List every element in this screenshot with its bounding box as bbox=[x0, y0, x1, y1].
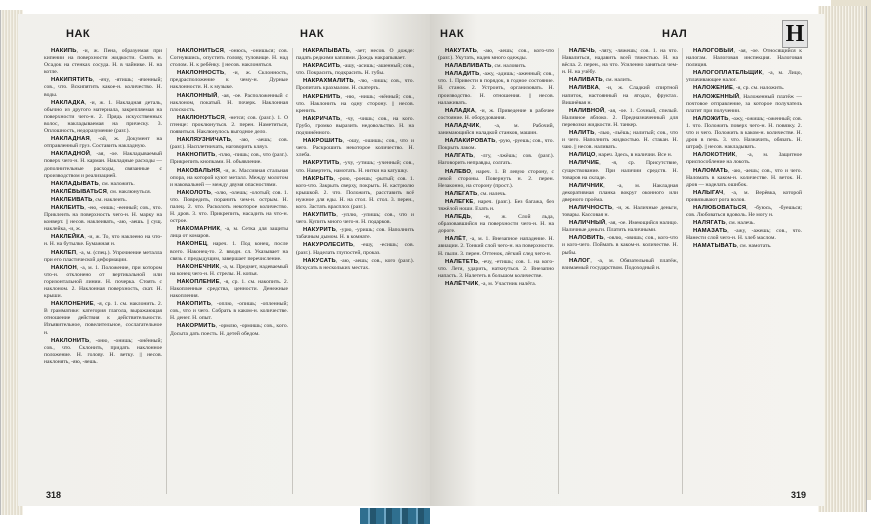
dictionary-column bbox=[562, 48, 678, 496]
dictionary-column bbox=[170, 48, 288, 496]
entry-definition: нареч. 1. Под конец, после всего. Наконец-то. 2. вводн. сл. Указывает на связь с предыдущим, завершает перечисление. bbox=[170, 241, 288, 262]
entry-headword: НАКОПИТЬ bbox=[177, 301, 212, 308]
entry-headword: НАЛАВЛИВАТЬ bbox=[445, 63, 492, 70]
entry-headword: НАЛИВАТЬ bbox=[569, 77, 603, 84]
dictionary-entry: НАКРАСИТЬ, -ашу, -асишь; -ашенный; сов., что. Покрасить, подкрасить. Н. губы. bbox=[296, 63, 414, 77]
dictionary-entry: НАКРИЧАТЬ, -чу, -чишь; сов., на кого. Грубо, громко выразить недовольство. Н. на подчинённого. bbox=[296, 115, 414, 137]
entry-definition: -лгу, -лжёшь; сов. (разг.). Наговорить неправды, солгать. bbox=[438, 153, 554, 167]
dictionary-entry: НАКЛЯУЗНИЧАТЬ, -аю, -аешь; сов. (разг.). Насплетничать, наговорить кляуз. bbox=[170, 137, 288, 151]
entry-headword: НАКЛОН bbox=[51, 264, 77, 271]
dictionary-column bbox=[438, 48, 554, 496]
entry-headword: НАЛЫГАЧ bbox=[693, 189, 724, 196]
dictionary-entry: НАЛОВИТЬ, -овлю, -овишь; сов., кого-что и кого-чего. Поймать в каком-н. количестве. Н. рыбы. bbox=[562, 235, 678, 256]
dictionary-entry: НАКЛОННЫЙ, -ая, -ое. Расположенный с наклоном, покатый. Н. почерк. Наклонная плоскость. bbox=[170, 92, 288, 113]
entry-definition: -и, ж. Сладкий спиртной напиток, настоянный на ягодах, фруктах. Вишнёвая н. bbox=[562, 85, 678, 106]
entry-headword: НАЛОГОПЛАТЕЛЬЩИК bbox=[693, 70, 763, 77]
running-head-left: НАК bbox=[440, 28, 465, 40]
entry-definition: -уплю, -упишь; сов., что и чего. Купить много чего-н. Н. подарков. bbox=[296, 212, 414, 226]
dictionary-entry: НАЛОЖЕННЫЙ, Наложенный платёж — почтовое отправление, за которое получатель платит при получении. bbox=[686, 93, 802, 114]
dictionary-entry: НАКЛАДНОЙ, -ая, -ое. Накладываемый поверх чего-н. Н. карман. Накладные расходы — дополнительные расходы, связанные с производством и реализацией. bbox=[44, 151, 162, 179]
entry-definition: -ая, -ое. Расположенный с наклоном, покатый. Н. почерк. Наклонная плоскость. bbox=[170, 92, 288, 113]
entry-definition: -ормлю, -ормишь; сов., кого. Досыта дать поесть. Н. детей обедом. bbox=[170, 323, 288, 337]
entry-definition: см. наклеить. bbox=[95, 196, 127, 203]
entry-headword: НАЛИЧНОСТЬ bbox=[569, 204, 613, 211]
dictionary-entry: НАЛАКИРОВАТЬ, -рую, -руешь; сов., что. Покрыть лаком. bbox=[438, 138, 554, 152]
entry-headword: НАКУПИТЬ bbox=[303, 212, 337, 219]
dictionary-entry: НАКЛОННОСТЬ, -и, ж. Склонность, предрасположение к чему-н. Дурные наклонности. Н. к музыке. bbox=[170, 70, 288, 91]
entry-definition: -аю, -аешь; сов. (разг.). Насплетничать, наговорить кляуз. bbox=[170, 137, 288, 151]
entry-headword: НАЛИЧНЫЙ bbox=[569, 220, 606, 227]
entry-headword: НАЛГАТЬ bbox=[445, 153, 474, 160]
entry-definition: -а, м. Участник налёта. bbox=[481, 280, 537, 287]
entry-headword: НАЛОЖИТЬ bbox=[693, 115, 729, 122]
entry-definition: -я, ср. 1. см. наклонить. 2. В грамматике: категория глагола, выражающая отношение действия к действительности. Изъявительное, повелительное, сослагательное н. bbox=[44, 301, 162, 336]
dictionary-entry: НАЛЁТ, -а, м. 1. Внезапное нападение. Н. авиации. 2. Тонкий слой чего-н. на поверхности. Н. пыли. 3. перен. Оттенок, лёгкий след чего-н. bbox=[438, 236, 554, 257]
dictionary-entry: НАЛИВАТЬ, см. налить. bbox=[569, 77, 633, 84]
entry-headword: НАЛЕДЬ bbox=[445, 214, 471, 221]
entry-headword: НАКУРИТЬ bbox=[303, 227, 337, 234]
entry-definition: -и, ж. Приведение в рабочее состояние. Н. оборудования. bbox=[438, 107, 554, 121]
entry-headword: НАКРАХМАЛИТЬ bbox=[303, 78, 354, 85]
dictionary-entry: НАКИПЬ, -и, ж. Пена, образуемая при кипении на поверхности жидкости. Снять н. Осадок на стенках сосуда. Н. в чайнике. Н. на котле. bbox=[44, 48, 162, 76]
entry-headword: НАКЛЮНУТЬСЯ bbox=[177, 114, 225, 121]
entry-headword: НАЛОГ bbox=[569, 257, 591, 264]
dictionary-entry: НАКЛАДКА, -и, ж. 1. Накладная деталь, обычно из другого материала, закрепляемая на поверхности чего-н. 2. Прядь искусственных волос, накладываемая на прическу. 3. Оплошность, недоразумение (разг.). bbox=[44, 99, 162, 135]
entry-headword: НАКРИЧАТЬ bbox=[303, 115, 341, 122]
entry-definition: -ая, -ое. 1. Сочный, спелый. Наливное яблоко. 2. Предназначенный для перевозки жидкости. Н. танкер. bbox=[562, 107, 678, 128]
entry-definition: -ая, -ое. Имеющийся налицо. Наличные деньги. Платить наличными. bbox=[562, 220, 678, 234]
dictionary-entry: НАЛЕВО, нареч. 1. В левую сторону, с левой стороны. Повернуть н. 2. перен. Незаконно, на сторону (прост.). bbox=[438, 168, 554, 189]
page-number: 319 bbox=[790, 490, 806, 500]
entry-definition: -лью, -льёшь; налитый; сов., что и чего. Наполнить жидкостью. Н. стакан. Н. чаю. || несов. наливать. bbox=[562, 130, 678, 151]
entry-definition: -а, м. 1. Внезапное нападение. Н. авиации. 2. Тонкий слой чего-н. на поверхности. Н. пыли. 3. перен. Оттенок, лёгкий след чего-н. bbox=[438, 236, 554, 257]
dictionary-entry: НАЛИВКА, -и, ж. Сладкий спиртной напиток, настоянный на ягодах, фруктах. Вишнёвая н. bbox=[562, 85, 678, 106]
dictionary-entry: НАКРАПЫВАТЬ, -ает; несов. О дожде: падать редкими каплями. Дождь накрапывает. bbox=[296, 48, 414, 62]
entry-definition: -нется; сов. (разг.). 1. О птенце: проклюнуться. 2. перен. Наметиться, появиться. Наклюнулось выгодное дело. bbox=[170, 114, 288, 136]
entry-headword: НАЛОВИТЬ bbox=[569, 235, 604, 242]
entry-headword: НАКНОПИТЬ bbox=[177, 152, 216, 159]
entry-definition: -ошу, -ошишь; сов., что и чего. Раскрошить некоторое количество. Н. хлеба. bbox=[296, 138, 414, 159]
entry-headword: НАКРУТИТЬ bbox=[303, 160, 340, 167]
dictionary-entry: НАЛОКОТНИК, -а, м. Защитное приспособление на локоть. bbox=[686, 152, 802, 166]
entry-headword: НАКУРОЛЕСИТЬ bbox=[303, 242, 354, 249]
entry-definition: -урю, -уришь; сов. Наполнить табачным дымом. Н. в комнате. bbox=[296, 227, 414, 241]
dictionary-entry: НАЛИЦО, нареч. Здесь, в наличии. Все н. bbox=[569, 152, 673, 159]
entry-headword: НАЛЕГАТЬ bbox=[445, 190, 478, 197]
dictionary-column bbox=[296, 48, 414, 496]
dictionary-entry: НАЛАДЧИК, -а, м. Рабочий, занимающийся наладкой станков, машин. bbox=[438, 122, 554, 137]
left-page bbox=[18, 14, 430, 506]
entry-definition: см. наложить. bbox=[101, 180, 135, 187]
entry-headword: НАЛОМАТЬ bbox=[693, 167, 729, 174]
dictionary-entry: НАЛОЖИТЬ, -ожу, -ожишь; -оженный; сов. 1. что. Положить поверх чего-н. Н. повязку. 2. что и чего. Положить в каком-н. количестве. Н. дров в печь. 3. что. Назначить, обязать. Н. штраф. || несов. накладывать. bbox=[686, 115, 802, 151]
entry-headword: НАЛОЖЕНИЕ bbox=[693, 85, 734, 92]
entry-definition: -я, ср. Присутствие, существование. При наличии средств. Н. товаров на складе. bbox=[562, 160, 678, 181]
dictionary-entry: НАЛЕДЬ, -и, ж. Слой льда, образовавшийся на поверхности чего-н. Н. на дороге. bbox=[438, 214, 554, 235]
entry-definition: -ая, -ое. Накладываемый поверх чего-н. Н. карман. Накладные расходы — дополнительные расходы, связанные с производством и реализацией. bbox=[44, 151, 162, 179]
entry-headword: НАКЛЕП bbox=[51, 249, 77, 256]
entry-definition: -и, ж. Массивная стальная опора, на которой куют металл. Между молотом и наковальней — между двумя опасностями. bbox=[170, 167, 288, 188]
entry-headword: НАЛЁТЧИК bbox=[445, 280, 479, 287]
dictionary-entry: НАКРАХМАЛИТЬ, -лю, -лишь; сов., что. Пропитать крахмалом. Н. скатерть. bbox=[296, 78, 414, 92]
entry-headword: НАЛИЧНИК bbox=[569, 182, 604, 189]
running-head-right: НАЛ bbox=[662, 28, 688, 40]
entry-headword: НАКРЫТЬ bbox=[303, 175, 334, 182]
dictionary-entry: НАЛОГОПЛАТЕЛЬЩИК, -а, м. Лицо, уплачивающее налог. bbox=[686, 70, 802, 84]
dictionary-entry: НАЛЕТЕТЬ, -ечу, -етишь; сов. 1. на кого-что. Летя, ударить, наткнуться. 2. Внезапно напасть. 3. Налететь в большом количестве. bbox=[438, 258, 554, 279]
entry-headword: НАКЛОНЕНИЕ bbox=[51, 301, 94, 308]
entry-headword: НАЛИЧИЕ bbox=[569, 160, 600, 167]
entry-definition: -плю, -пишь; сов., что (разг.). Прикрепить кнопками. Н. объявление. bbox=[170, 152, 288, 166]
dictionary-entry: НАКЛЮНУТЬСЯ, -нется; сов. (разг.). 1. О птенце: проклюнуться. 2. перен. Наметиться, появиться. Наклюнулось выгодное дело. bbox=[170, 114, 288, 136]
dictionary-entry: НАЛЕГКЕ, нареч. (разг.). Без багажа, без тяжёлой ноши. Ехать н. bbox=[438, 198, 554, 212]
entry-definition: -лю, -лишь; сов., что. Пропитать крахмалом. Н. скатерть. bbox=[296, 78, 414, 92]
dictionary-entry: НАКРЫТЬ, -рою, -роешь; -рытый; сов. 1. кого-что. Закрыть сверху, покрыть. Н. кастрюлю крышкой. 2. что. Положить, расставить всё нужное для еды. Н. на стол. Н. стол. 3. перен., кого. Застать врасплох (разг.). bbox=[296, 175, 414, 210]
dictionary-entry: НАКРУТИТЬ, -учу, -утишь; -ученный; сов., что. Навертеть, намотать. Н. нитки на катушку. bbox=[296, 160, 414, 174]
dictionary-entry: НАЛИТЬ, -лью, -льёшь; налитый; сов., что и чего. Наполнить жидкостью. Н. стакан. Н. чаю. || несов. наливать. bbox=[562, 130, 678, 151]
dictionary-entry: НАКОРМИТЬ, -ормлю, -ормишь; сов., кого. Досыта дать поесть. Н. детей обедом. bbox=[170, 323, 288, 337]
entry-headword: НАЛИВНОЙ bbox=[569, 107, 605, 114]
entry-definition: см. намотать. bbox=[739, 243, 772, 250]
dictionary-entry: НАКЛАДНАЯ, -ой, ж. Документ на отправленный груз. Составить накладную. bbox=[44, 136, 162, 150]
dictionary-entry: НАЛЯГАТЬ, см. налечь. bbox=[693, 220, 755, 227]
entry-headword: НАКЛЕИВАТЬ bbox=[51, 196, 93, 203]
entry-headword: НАЛЕГКЕ bbox=[445, 198, 474, 205]
entry-headword: НАКЛОНИТЬСЯ bbox=[177, 48, 224, 54]
dictionary-entry: НАКЛОНИТЬ, -оню, -онишь; -онённый; сов., что. Склонить, придать наклонное положение. Н. голову. Н. ветку. || несов. наклонять, -яю, -яешь. bbox=[44, 337, 162, 365]
entry-headword: НАКЛОННОСТЬ bbox=[177, 70, 225, 77]
dictionary-entry: НАКЛОН, -а, м. 1. Положение, при котором что-н. отклонено от вертикальной или горизонтальной линии. Н. почерка. Стоять с наклоном. 2. Наклонная поверхность, скат. Н. крыши. bbox=[44, 264, 162, 300]
entry-headword: НАКИПЯТИТЬ bbox=[51, 77, 93, 84]
entry-definition: см. налечь. bbox=[480, 190, 507, 197]
dictionary-entry: НАКУТАТЬ, -аю, -аешь; сов., кого-что (разг.). Укутать, надев много одежды. bbox=[438, 48, 554, 62]
entry-definition: -аю, -аешь; сов., кого-что (разг.). Укутать, надев много одежды. bbox=[438, 48, 554, 62]
entry-definition: -а, м. 1. Положение, при котором что-н. отклонено от вертикальной или горизонтальной линии. Н. почерка. Стоять с наклоном. 2. Наклонная поверхность, скат. Н. крыши. bbox=[44, 264, 162, 300]
right-page-edges bbox=[818, 6, 867, 512]
entry-definition: нареч. (разг.). Без багажа, без тяжёлой ноши. Ехать н. bbox=[438, 198, 554, 212]
dictionary-entry: НАЛИЧИЕ, -я, ср. Присутствие, существование. При наличии средств. Н. товаров на складе. bbox=[562, 160, 678, 181]
dictionary-entry: НАКЛЕИТЬ, -ею, -еишь; -еенный; сов., что. Приклеить на поверхность чего-н. Н. марку на конверт. || несов. наклеивать, -аю, -аешь. || сущ. наклейка, -и, ж. bbox=[44, 204, 162, 233]
entry-definition: -ает; несов. О дожде: падать редкими каплями. Дождь накрапывает. bbox=[296, 48, 414, 62]
entry-definition: -аю, -аешь; сов., кого (разг.). Искусать в нескольких местах. bbox=[296, 257, 414, 271]
dictionary-entry: НАЛЕГАТЬ, см. налечь. bbox=[445, 190, 507, 197]
entry-headword: НАЛИВКА bbox=[569, 85, 599, 92]
entry-definition: -рою, -роешь; -рытый; сов. 1. кого-что. Закрыть сверху, покрыть. Н. кастрюлю крышкой. 2. что. Положить, расставить всё нужное для еды. Н. на стол. Н. стол. 3. перен., кого. Застать врасплох (разг.). bbox=[296, 175, 414, 210]
column-divider bbox=[682, 48, 683, 494]
entry-definition: -аю, -аешь; сов., что и чего. Наломать в каком-н. количестве. Н. веток. Н. дров — наделать ошибок. bbox=[686, 167, 802, 188]
dictionary-entry: НАКИПЯТИТЬ, -ячу, -ятишь; -яченный; сов., что. Вскипятить какое-н. количество. Н. воды. bbox=[44, 77, 162, 98]
entry-definition: -а, м. (спец.). Упрочнение металла при его пластической деформации. bbox=[44, 249, 162, 263]
entry-definition: -ой, ж. Документ на отправленный груз. Составить накладную. bbox=[44, 136, 162, 150]
dictionary-entry: НАЛОЖЕНИЕ, -я, ср. см. наложить. bbox=[693, 85, 785, 92]
dictionary-entry: НАКРОШИТЬ, -ошу, -ошишь; сов., что и чего. Раскрошить некоторое количество. Н. хлеба. bbox=[296, 138, 414, 159]
entry-definition: -рую, -руешь; сов., что. Покрыть лаком. bbox=[438, 138, 554, 152]
spine-headband bbox=[360, 508, 430, 524]
entry-headword: НАЛАДИТЬ bbox=[445, 71, 480, 78]
dictionary-entry: НАМАТЫВАТЬ, см. намотать. bbox=[693, 243, 772, 250]
dictionary-entry: НАКОЛОТЬ, -олю, -олешь; -олотый; сов. 1. что. Повредить, поранить чем-н. острым. Н. палец. 2. что. Расколоть некоторое количество. Н. дров. 3. что. Прикрепить, насадить на что-н. острое. bbox=[170, 189, 288, 225]
dictionary-entry: НАЛОГОВЫЙ, -ая, -ое. Относящийся к налогам. Налоговая инспекция. Налоговая полиция. bbox=[686, 48, 802, 69]
entry-definition: -а, м. Верёвка, которой привязывают рога волов. bbox=[686, 189, 802, 203]
entry-headword: НАКЛАДНАЯ bbox=[51, 136, 90, 143]
dictionary-entry: НАЛАДИТЬ, -ажу, -адишь; -аженный; сов., что. 1. Привести в порядок, в годное состояние. Н. станок. 2. Устроить, организовать. Н. производство. Н. отношения. || несов. налаживать. bbox=[438, 71, 554, 106]
entry-definition: -ячу, -ятишь; -яченный; сов., что. Вскипятить какое-н. количество. Н. воды. bbox=[44, 77, 162, 98]
entry-headword: НАКРАПЫВАТЬ bbox=[303, 48, 350, 54]
entry-definition: -а, м. Обязательный платёж, взимаемый государством. Подоходный н. bbox=[562, 257, 678, 271]
entry-definition: нареч. 1. В левую сторону, с левой стороны. Повернуть н. 2. перен. Незаконно, на сторону (прост.). bbox=[438, 168, 554, 189]
dictionary-entry: НАКЛЕП, -а, м. (спец.). Упрочнение металла при его пластической деформации. bbox=[44, 249, 162, 263]
entry-definition: -оплю, -опишь; -опленный; сов., что и чего. Собрать в каком-н. количестве. Н. денег. Н. опыт. bbox=[170, 301, 288, 322]
entry-definition: -учу, -утишь; -ученный; сов., что. Навертеть, намотать. Н. нитки на катушку. bbox=[296, 160, 414, 174]
section-letter-tab: Н bbox=[782, 20, 808, 48]
dictionary-entry: НАМАЗАТЬ, -ажу, -ажешь; сов., что. Нанести слой чего-н. Н. хлеб маслом. bbox=[686, 228, 802, 242]
entry-definition: -а, м. Сетка для защиты лица от комаров. bbox=[170, 226, 288, 240]
entry-headword: НАКОВАЛЬНЯ bbox=[177, 167, 221, 174]
entry-headword: НАЛИТЬ bbox=[569, 130, 595, 137]
entry-definition: -и, ж. 1. Накладная деталь, обычно из другого материала, закрепляемая на поверхности чего-н. 2. Прядь искусственных волос, накладываемая на прическу. 3. Оплошность, недоразумение (разг.). bbox=[44, 99, 162, 135]
dictionary-entry: НАКЛОНИТЬСЯ, -онюсь, -онишься; сов. Согнувшись, опустить голову, туловище. Н. над столом. Н. к ребёнку. || несов. наклоняться. bbox=[170, 48, 288, 69]
entry-definition: -ею, -еишь; -еенный; сов., что. Приклеить на поверхность чего-н. Н. марку на конверт. || несов. наклеивать, -аю, -аешь. || сущ. наклейка, -и, ж. bbox=[44, 204, 162, 233]
running-head-right: НАК bbox=[300, 28, 325, 40]
dictionary-entry: НАЛЮБОВАТЬСЯ, -буюсь, -буешься; сов. Любоваться вдоволь. Не могу н. bbox=[686, 204, 802, 219]
entry-definition: -а, м. Накладная декоративная планка вокруг оконного или дверного проёма. bbox=[562, 182, 678, 203]
entry-definition: см. налить. bbox=[605, 77, 633, 84]
entry-headword: НАКОНЕЧНИК bbox=[177, 263, 220, 270]
dictionary-entry: НАЛАДКА, -и, ж. Приведение в рабочее состояние. Н. оборудования. bbox=[438, 107, 554, 121]
entry-headword: НАЛЯГАТЬ bbox=[693, 220, 726, 227]
dictionary-entry: НАЛИВНОЙ, -ая, -ое. 1. Сочный, спелый. Наливное яблоко. 2. Предназначенный для перевозки жидкости. Н. танкер. bbox=[562, 107, 678, 128]
entry-definition: -ая, -ое. Относящийся к налогам. Налоговая инспекция. Налоговая полиция. bbox=[686, 48, 802, 69]
dictionary-entry: НАКОПЛЕНИЕ, -я, ср. 1. см. накопить. 2. Накопленные средства, ценности. Денежные накопления. bbox=[170, 278, 288, 300]
entry-headword: НАКОЛОТЬ bbox=[177, 189, 212, 196]
entry-headword: НАЛЮБОВАТЬСЯ bbox=[693, 204, 747, 211]
entry-definition: -я, ср. 1. см. накопить. 2. Накопленные средства, ценности. Денежные накопления. bbox=[170, 278, 288, 300]
dictionary-entry: НАКУРОЛЕСИТЬ, -ешу, -есишь; сов. (разг.). Наделать глупостей, проказ. bbox=[296, 242, 414, 256]
dictionary-column bbox=[44, 48, 162, 496]
entry-definition: -ешу, -есишь; сов. (разг.). Наделать глупостей, проказ. bbox=[296, 242, 414, 256]
entry-definition: -а, м. Рабочий, занимающийся наладкой станков, машин. bbox=[438, 122, 554, 137]
column-divider bbox=[166, 48, 167, 494]
dictionary-entry: НАКУРИТЬ, -урю, -уришь; сов. Наполнить табачным дымом. Н. в комнате. bbox=[296, 227, 414, 241]
entry-definition: -ню, -нишь; -нённый; сов., что. Наклонить на одну сторону. || несов. кренить. bbox=[296, 93, 414, 114]
dictionary-entry: НАКРЕНИТЬ, -ню, -нишь; -нённый; сов., что. Наклонить на одну сторону. || несов. кренить. bbox=[296, 93, 414, 114]
entry-definition: нареч. Здесь, в наличии. Все н. bbox=[598, 152, 673, 159]
dictionary-entry: НАЛГАТЬ, -лгу, -лжёшь; сов. (разг.). Наговорить неправды, солгать. bbox=[438, 153, 554, 167]
entry-definition: -я, ср. см. наложить. bbox=[735, 85, 785, 92]
dictionary-entry: НАЛАВЛИВАТЬ, см. наловить. bbox=[445, 63, 527, 70]
entry-definition: -олю, -олешь; -олотый; сов. 1. что. Повредить, поранить чем-н. острым. Н. палец. 2. что. Расколоть некоторое количество. Н. дров. 3. что. Прикрепить, насадить на что-н. острое. bbox=[170, 189, 288, 225]
dictionary-entry: НАКЛАДЫВАТЬ, см. наложить. bbox=[51, 180, 135, 187]
entry-definition: -онюсь, -онишься; сов. Согнувшись, опустить голову, туловище. Н. над столом. Н. к ребёнку. || несов. наклоняться. bbox=[170, 48, 288, 69]
entry-headword: НАЛЕВО bbox=[445, 168, 472, 175]
dictionary-entry: НАКОНЕЧНИК, -а, м. Предмет, надеваемый на конец чего-н. Н. стрелы. Н. копья. bbox=[170, 263, 288, 277]
entry-definition: см. налечь. bbox=[728, 220, 755, 227]
entry-definition: см. наклюнуться. bbox=[109, 188, 152, 195]
entry-headword: НАКРОШИТЬ bbox=[303, 138, 343, 145]
entry-headword: НАКОНЕЦ bbox=[177, 241, 208, 248]
entry-definition: -лягу, -ляжешь; сов. 1. на что. Навалиться, надавить всей тяжестью. Н. на вёсла. 2. перен., на что. Усиленно заняться чем-н. Н. на учёбу. bbox=[562, 48, 678, 76]
entry-headword: НАКУСАТЬ bbox=[303, 257, 336, 264]
dictionary-entry: НАКУСАТЬ, -аю, -аешь; сов., кого (разг.). Искусать в нескольких местах. bbox=[296, 257, 414, 271]
dictionary-entry: НАКНОПИТЬ, -плю, -пишь; сов., что (разг.). Прикрепить кнопками. Н. объявление. bbox=[170, 152, 288, 166]
entry-definition: Наложенный платёж — почтовое отправление, за которое получатель платит при получении. bbox=[686, 93, 802, 114]
dictionary-entry: НАКЛОНЕНИЕ, -я, ср. 1. см. наклонить. 2. В грамматике: категория глагола, выражающая отношение действия к действительности. Изъявительное, повелительное, сослагательное н. bbox=[44, 301, 162, 336]
entry-headword: НАЛАКИРОВАТЬ bbox=[445, 138, 496, 145]
entry-definition: -ечу, -етишь; сов. 1. на кого-что. Летя, ударить, наткнуться. 2. Внезапно напасть. 3. Налететь в большом количестве. bbox=[438, 258, 554, 279]
right-page bbox=[430, 14, 824, 506]
entry-headword: НАМАТЫВАТЬ bbox=[693, 243, 737, 250]
dictionary-entry: НАКУПИТЬ, -уплю, -упишь; сов., что и чего. Купить много чего-н. Н. подарков. bbox=[296, 212, 414, 226]
dictionary-entry: НАКЛЕЙКА, -и, ж. То, что наклеено на что-н. Н. на бутылке. Бумажная н. bbox=[44, 234, 162, 248]
running-head-left: НАК bbox=[66, 28, 91, 40]
dictionary-entry: НАЛЕЧЬ, -лягу, -ляжешь; сов. 1. на что. Навалиться, надавить всей тяжестью. Н. на вёсла. 2. перен., на что. Усиленно заняться чем-н. Н. на учёбу. bbox=[562, 48, 678, 76]
dictionary-entry: НАКОПИТЬ, -оплю, -опишь; -опленный; сов., что и чего. Собрать в каком-н. количестве. Н. денег. Н. опыт. bbox=[170, 301, 288, 322]
entry-headword: НАКЛЁВЫВАТЬСЯ bbox=[51, 188, 108, 195]
dictionary-column bbox=[686, 48, 802, 496]
page-number: 318 bbox=[46, 490, 62, 500]
entry-headword: НАЛАДЧИК bbox=[445, 122, 480, 129]
dictionary-entry: НАКОМАРНИК, -а, м. Сетка для защиты лица от комаров. bbox=[170, 226, 288, 240]
entry-definition: -и, ж. Слой льда, образовавшийся на поверхности чего-н. Н. на дороге. bbox=[438, 214, 554, 235]
entry-definition: см. наловить. bbox=[494, 63, 527, 70]
entry-headword: НАКЛАДНОЙ bbox=[51, 151, 91, 158]
entry-definition: -и, ж. Наличные деньги, товары. Кассовая н. bbox=[562, 204, 678, 219]
entry-headword: НАЛОКОТНИК bbox=[693, 152, 736, 159]
entry-definition: -а, м. Лицо, уплачивающее налог. bbox=[686, 70, 802, 84]
entry-headword: НАКЛАДЫВАТЬ bbox=[51, 180, 99, 187]
dictionary-entry: НАЛИЧНИК, -а, м. Накладная декоративная планка вокруг оконного или дверного проёма. bbox=[562, 182, 678, 203]
dictionary-entry: НАЛЁТЧИК, -а, м. Участник налёта. bbox=[445, 280, 537, 287]
column-divider bbox=[558, 48, 559, 494]
entry-headword: НАКОРМИТЬ bbox=[177, 323, 216, 330]
dictionary-entry: НАЛОМАТЬ, -аю, -аешь; сов., что и чего. Наломать в каком-н. количестве. Н. веток. Н. дров — наделать ошибок. bbox=[686, 167, 802, 188]
entry-headword: НАЛИЦО bbox=[569, 152, 596, 159]
entry-headword: НАЛЕТЕТЬ bbox=[445, 258, 479, 265]
dictionary-entry: НАЛИЧНОСТЬ, -и, ж. Наличные деньги, товары. Кассовая н. bbox=[562, 204, 678, 219]
entry-headword: НАКЛЯУЗНИЧАТЬ bbox=[177, 137, 232, 144]
entry-headword: НАКОМАРНИК bbox=[177, 226, 221, 233]
entry-headword: НАКРЕНИТЬ bbox=[303, 93, 341, 100]
entry-definition: -чу, -чишь; сов., на кого. Грубо, громко выразить недовольство. Н. на подчинённого. bbox=[296, 115, 414, 137]
entry-definition: -ажу, -адишь; -аженный; сов., что. 1. Привести в порядок, в годное состояние. Н. станок. 2. Устроить, организовать. Н. производство. Н. отношения. || несов. налаживать. bbox=[438, 71, 554, 106]
entry-definition: -оню, -онишь; -онённый; сов., что. Склонить, придать наклонное положение. Н. голову. Н. ветку. || несов. наклонять, -яю, -яешь. bbox=[44, 337, 162, 365]
dictionary-entry: НАКЛЁВЫВАТЬСЯ, см. наклюнуться. bbox=[51, 188, 152, 195]
entry-definition: -овлю, -овишь; сов., кого-что и кого-чего. Поймать в каком-н. количестве. Н. рыбы. bbox=[562, 235, 678, 256]
entry-headword: НАКЛАДКА bbox=[51, 99, 85, 106]
dictionary-entry: НАЛЫГАЧ, -а, м. Верёвка, которой привязывают рога волов. bbox=[686, 189, 802, 203]
dictionary-entry: НАЛИЧНЫЙ, -ая, -ое. Имеющийся налицо. Наличные деньги. Платить наличными. bbox=[562, 220, 678, 234]
entry-definition: -ожу, -ожишь; -оженный; сов. 1. что. Положить поверх чего-н. Н. повязку. 2. что и чего. Положить в каком-н. количестве. Н. дров в печь. 3. что. Назначить, обязать. Н. штраф. || несов. накладывать. bbox=[686, 115, 802, 151]
entry-definition: -ашу, -асишь; -ашенный; сов., что. Покрасить, подкрасить. Н. губы. bbox=[296, 63, 414, 77]
entry-headword: НАКЛЕИТЬ bbox=[51, 204, 85, 211]
entry-headword: НАКУТАТЬ bbox=[445, 48, 478, 54]
entry-headword: НАЛОЖЕННЫЙ bbox=[693, 93, 740, 100]
dictionary-entry: НАКОНЕЦ, нареч. 1. Под конец, после всего. Наконец-то. 2. вводн. сл. Указывает на связь с предыдущим, завершает перечисление. bbox=[170, 241, 288, 262]
entry-definition: -и, ж. Пена, образуемая при кипении на поверхности жидкости. Снять н. Осадок на стенках сосуда. Н. в чайнике. Н. на котле. bbox=[44, 48, 162, 76]
entry-definition: -и, ж. Склонность, предрасположение к чему-н. Дурные наклонности. Н. к музыке. bbox=[170, 70, 288, 91]
entry-headword: НАКОПЛЕНИЕ bbox=[177, 278, 220, 285]
column-divider bbox=[292, 48, 293, 494]
entry-definition: -буюсь, -буешься; сов. Любоваться вдоволь. Не могу н. bbox=[686, 204, 802, 219]
entry-headword: НАКИПЬ bbox=[51, 48, 77, 54]
entry-headword: НАЛЁТ bbox=[445, 236, 466, 243]
entry-headword: НАКЛОНИТЬ bbox=[51, 337, 90, 344]
entry-headword: НАКЛОННЫЙ bbox=[177, 92, 218, 99]
entry-headword: НАЛОГОВЫЙ bbox=[693, 48, 734, 54]
entry-headword: НАКЛЕЙКА bbox=[51, 234, 85, 241]
dictionary-entry: НАКОВАЛЬНЯ, -и, ж. Массивная стальная опора, на которой куют металл. Между молотом и наковальней — между двумя опасностями. bbox=[170, 167, 288, 188]
entry-headword: НАМАЗАТЬ bbox=[693, 228, 728, 235]
entry-definition: -ажу, -ажешь; сов., что. Нанести слой чего-н. Н. хлеб маслом. bbox=[686, 228, 802, 242]
entry-definition: -а, м. Защитное приспособление на локоть. bbox=[686, 152, 802, 166]
dictionary-entry: НАЛОГ, -а, м. Обязательный платёж, взимаемый государством. Подоходный н. bbox=[562, 257, 678, 271]
entry-definition: -и, ж. То, что наклеено на что-н. Н. на бутылке. Бумажная н. bbox=[44, 234, 162, 248]
dictionary-entry: НАКЛЕИВАТЬ, см. наклеить. bbox=[51, 196, 127, 203]
entry-headword: НАКРАСИТЬ bbox=[303, 63, 341, 70]
entry-definition: -а, м. Предмет, надеваемый на конец чего-н. Н. стрелы. Н. копья. bbox=[170, 263, 288, 277]
entry-headword: НАЛЕЧЬ bbox=[569, 48, 595, 54]
entry-headword: НАЛАДКА bbox=[445, 107, 476, 114]
